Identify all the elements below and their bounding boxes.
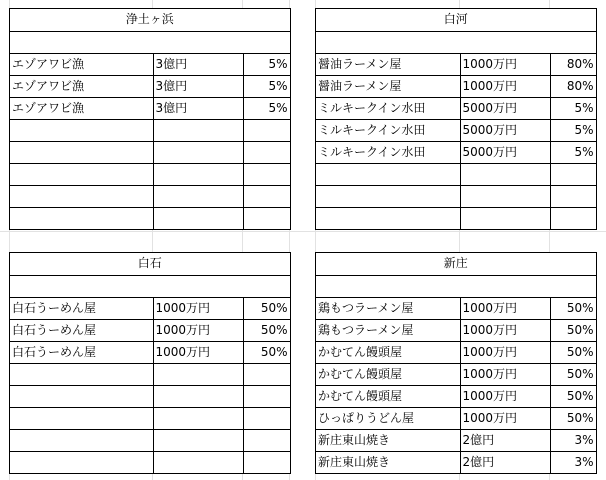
amount-cell[interactable] [153,163,243,185]
amount-cell[interactable]: 1000万円 [460,385,550,407]
percent-cell[interactable] [550,185,596,207]
percent-cell[interactable]: 5% [243,53,290,75]
percent-cell[interactable]: 5% [550,97,596,119]
amount-cell[interactable] [460,207,550,229]
item-name-cell[interactable]: 白石うーめん屋 [10,319,153,341]
percent-cell[interactable]: 50% [243,297,290,319]
region-title-cell[interactable]: 新庄 [316,253,596,275]
item-name-cell[interactable]: 白石うーめん屋 [10,341,153,363]
percent-cell[interactable] [550,207,596,229]
amount-cell[interactable]: 2億円 [460,451,550,473]
table-row [10,363,290,385]
amount-cell[interactable]: 5000万円 [460,97,550,119]
region-title-cell[interactable]: 浄土ヶ浜 [10,9,290,31]
region-block-shirakawa [315,8,597,230]
region-table [10,253,291,474]
region-table [316,253,597,474]
percent-cell[interactable]: 50% [243,341,290,363]
amount-cell[interactable]: 1000万円 [153,297,243,319]
percent-cell[interactable]: 3% [550,429,596,451]
region-table [316,9,597,230]
amount-cell[interactable]: 2億円 [460,429,550,451]
item-name-cell[interactable] [10,163,153,185]
percent-cell[interactable]: 5% [550,141,596,163]
percent-cell[interactable] [550,163,596,185]
item-name-cell[interactable] [10,385,153,407]
item-name-cell[interactable]: ミルキークイン水田 [316,119,460,141]
item-name-cell[interactable]: ミルキークイン水田 [316,141,460,163]
table-row [10,75,290,97]
item-name-cell[interactable]: 新庄東山焼き [316,451,460,473]
percent-cell[interactable] [243,451,290,473]
item-name-cell[interactable]: 醤油ラーメン屋 [316,53,460,75]
table-row [316,385,596,407]
region-title-cell[interactable]: 白河 [316,9,596,31]
percent-cell[interactable]: 50% [550,319,596,341]
table-row [316,341,596,363]
percent-cell[interactable] [243,407,290,429]
amount-cell[interactable]: 1000万円 [460,53,550,75]
item-name-cell[interactable]: 白石うーめん屋 [10,297,153,319]
item-name-cell[interactable] [10,407,153,429]
region-block-shiroishi [9,252,291,474]
table-row [316,119,596,141]
amount-cell[interactable]: 1000万円 [153,341,243,363]
item-name-cell[interactable] [10,119,153,141]
table-row [316,207,596,229]
percent-cell[interactable]: 50% [243,319,290,341]
amount-cell[interactable]: 3億円 [153,75,243,97]
item-name-cell[interactable]: エゾアワビ漁 [10,53,153,75]
amount-cell[interactable]: 5000万円 [460,119,550,141]
amount-cell[interactable]: 1000万円 [460,297,550,319]
percent-cell[interactable]: 50% [550,385,596,407]
region-block-jododogahama [9,8,291,230]
item-name-cell[interactable] [316,163,460,185]
item-name-cell[interactable]: 鶏もつラーメン屋 [316,297,460,319]
table-row [10,207,290,229]
percent-cell[interactable] [243,119,290,141]
table-row [316,363,596,385]
item-name-cell[interactable]: エゾアワビ漁 [10,97,153,119]
table-row [316,75,596,97]
percent-cell[interactable]: 50% [550,341,596,363]
item-name-cell[interactable] [10,141,153,163]
amount-cell[interactable]: 1000万円 [153,319,243,341]
item-name-cell[interactable] [316,185,460,207]
amount-cell[interactable] [153,141,243,163]
amount-cell[interactable] [153,407,243,429]
amount-cell[interactable] [153,185,243,207]
table-row [316,407,596,429]
percent-cell[interactable]: 50% [550,363,596,385]
item-name-cell[interactable]: かむてん饅頭屋 [316,363,460,385]
amount-cell[interactable]: 5000万円 [460,141,550,163]
percent-cell[interactable] [243,141,290,163]
table-row [316,163,596,185]
percent-cell[interactable] [243,163,290,185]
item-name-cell[interactable] [10,207,153,229]
table-row [10,429,290,451]
item-name-cell[interactable]: エゾアワビ漁 [10,75,153,97]
percent-cell[interactable]: 5% [243,97,290,119]
item-name-cell[interactable]: ひっぱりうどん屋 [316,407,460,429]
amount-cell[interactable] [153,207,243,229]
amount-cell[interactable]: 1000万円 [460,407,550,429]
amount-cell[interactable]: 1000万円 [460,319,550,341]
table-row [10,319,290,341]
table-row [10,141,290,163]
amount-cell[interactable] [153,385,243,407]
empty-row[interactable] [10,275,290,297]
percent-cell[interactable] [243,185,290,207]
item-name-cell[interactable]: 鶏もつラーメン屋 [316,319,460,341]
item-name-cell[interactable] [10,363,153,385]
amount-cell[interactable] [153,363,243,385]
table-row [10,297,290,319]
amount-cell[interactable]: 1000万円 [460,75,550,97]
amount-cell[interactable] [153,119,243,141]
table-row [10,451,290,473]
item-name-cell[interactable]: ミルキークイン水田 [316,97,460,119]
percent-cell[interactable] [243,429,290,451]
empty-row[interactable] [316,31,596,53]
empty-row[interactable] [316,275,596,297]
gridline [0,231,606,232]
percent-cell[interactable]: 50% [550,297,596,319]
table-row [10,341,290,363]
item-name-cell[interactable] [10,429,153,451]
empty-row[interactable] [10,31,290,53]
amount-cell[interactable]: 3億円 [153,97,243,119]
region-title-cell[interactable]: 白石 [10,253,290,275]
item-name-cell[interactable]: かむてん饅頭屋 [316,341,460,363]
amount-cell[interactable]: 1000万円 [460,363,550,385]
table-row [316,141,596,163]
item-name-cell[interactable]: 新庄東山焼き [316,429,460,451]
region-block-shinjo [315,252,597,474]
amount-cell[interactable]: 1000万円 [460,341,550,363]
table-row [10,163,290,185]
percent-cell[interactable]: 80% [550,53,596,75]
amount-cell[interactable] [460,163,550,185]
item-name-cell[interactable] [316,207,460,229]
percent-cell[interactable] [243,385,290,407]
table-row [10,407,290,429]
percent-cell[interactable]: 50% [550,407,596,429]
table-row [316,53,596,75]
percent-cell[interactable] [243,207,290,229]
table-row [10,385,290,407]
percent-cell[interactable]: 5% [243,75,290,97]
item-name-cell[interactable]: かむてん饅頭屋 [316,385,460,407]
table-row [316,429,596,451]
table-row [316,451,596,473]
amount-cell[interactable] [153,429,243,451]
percent-cell[interactable]: 5% [550,119,596,141]
table-row [316,319,596,341]
table-row [10,53,290,75]
percent-cell[interactable]: 80% [550,75,596,97]
amount-cell[interactable]: 3億円 [153,53,243,75]
table-row [10,97,290,119]
item-name-cell[interactable] [10,185,153,207]
amount-cell[interactable] [153,451,243,473]
table-row [316,185,596,207]
table-row [316,297,596,319]
percent-cell[interactable] [243,363,290,385]
item-name-cell[interactable]: 醤油ラーメン屋 [316,75,460,97]
table-row [316,97,596,119]
amount-cell[interactable] [460,185,550,207]
percent-cell[interactable]: 3% [550,451,596,473]
item-name-cell[interactable] [10,451,153,473]
region-table [10,9,291,230]
table-row [10,119,290,141]
table-row [10,185,290,207]
